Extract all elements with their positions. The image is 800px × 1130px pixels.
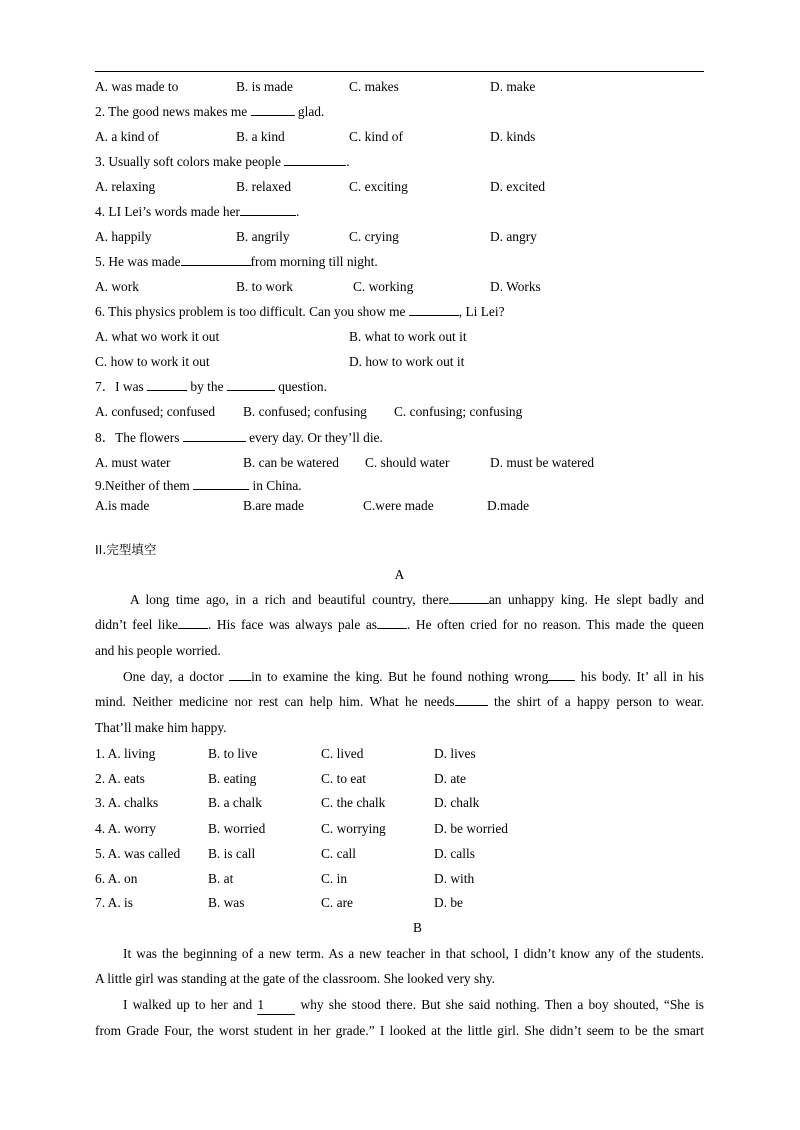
header-rule	[95, 71, 704, 72]
option: B. worried	[208, 821, 266, 836]
option: C. crying	[349, 229, 399, 244]
option: C. should water	[365, 455, 450, 470]
option: C. working	[353, 279, 414, 294]
option: C. confusing; confusing	[394, 404, 523, 419]
option: A. relaxing	[95, 179, 156, 194]
option: 7. A. is	[95, 895, 133, 910]
option: D. angry	[490, 229, 537, 244]
blank	[178, 616, 208, 629]
blank	[455, 693, 488, 706]
blank	[147, 378, 187, 391]
passage-b-line: I walked up to her and 1 why she stood there. But she said nothing. Then a boy shouted, “She is	[95, 996, 704, 1015]
option: D. chalk	[434, 795, 480, 810]
blank	[377, 616, 407, 629]
option: D. Works	[490, 279, 541, 294]
option: B. a kind	[236, 129, 285, 144]
option: C. to eat	[321, 771, 366, 786]
option: B. what to work out it	[349, 329, 467, 344]
option: D. make	[490, 79, 536, 94]
option: D. be	[434, 895, 464, 910]
option: C. in	[321, 871, 348, 886]
question-4: 4. LI Lei’s words made her .	[95, 204, 300, 219]
passage-b-line: It was the beginning of a new term. As a new teacher in that school, I didn’t know any of the students.	[123, 946, 704, 961]
option: C. lived	[321, 746, 364, 761]
option: D. with	[434, 871, 475, 886]
blank	[193, 477, 249, 490]
option: 1. A. living	[95, 746, 156, 761]
option: C. exciting	[349, 179, 408, 194]
option: B. to work	[236, 279, 293, 294]
passage-a-line: didn’t feel like . His face was always pale as . He often cried for no reason. This made the queen	[95, 617, 704, 632]
passage-b-line: A little girl was standing at the gate of the classroom. She looked very shy.	[95, 971, 496, 986]
option: 3. A. chalks	[95, 795, 159, 810]
question-7: 7．I was by the question.	[95, 379, 327, 394]
option: 2. A. eats	[95, 771, 145, 786]
blank	[183, 429, 246, 442]
option: C. makes	[349, 79, 399, 94]
passage-a-line: and his people worried.	[95, 643, 221, 658]
blank	[449, 591, 489, 604]
blank	[284, 153, 346, 166]
passage-title-b: B	[413, 920, 422, 935]
question-8: 8．The flowers every day. Or they’ll die.	[95, 430, 383, 445]
option: B. eating	[208, 771, 257, 786]
option: D. be worried	[434, 821, 508, 836]
option: B. a chalk	[208, 795, 262, 810]
option: A. a kind of	[95, 129, 159, 144]
option: C. are	[321, 895, 353, 910]
option: C. how to work it out	[95, 354, 210, 369]
option: D. calls	[434, 846, 475, 861]
passage-a-line: One day, a doctor in to examine the king. But he found nothing wrong his body. It’ all in his	[123, 669, 704, 684]
blank	[548, 668, 575, 681]
option: B. was	[208, 895, 245, 910]
option: A. confused; confused	[95, 404, 216, 419]
blank-numbered: 1	[257, 996, 295, 1015]
option: D. kinds	[490, 129, 536, 144]
option: B. can be watered	[243, 455, 339, 470]
option: A. work	[95, 279, 139, 294]
option: A.is made	[95, 498, 150, 513]
option: C. the chalk	[321, 795, 386, 810]
blank	[227, 378, 275, 391]
passage-a-line: A long time ago, in a rich and beautiful country, there an unhappy king. He slept badly and	[130, 592, 704, 607]
question-5: 5. He was made from morning till night.	[95, 254, 378, 269]
passage-a-line: That’ll make him happy.	[95, 720, 227, 735]
option: D. ate	[434, 771, 466, 786]
option: 5. A. was called	[95, 846, 181, 861]
option: B. confused; confusing	[243, 404, 367, 419]
option: C. call	[321, 846, 356, 861]
option: C. kind of	[349, 129, 403, 144]
question-3: 3. Usually soft colors make people .	[95, 154, 350, 169]
blank	[409, 303, 459, 316]
option: A. what wo work it out	[95, 329, 220, 344]
option: B.are made	[243, 498, 304, 513]
option: D. how to work out it	[349, 354, 465, 369]
option: D. must be watered	[490, 455, 595, 470]
option: C. worrying	[321, 821, 386, 836]
blank	[240, 203, 296, 216]
option: B. is call	[208, 846, 256, 861]
option: D. lives	[434, 746, 476, 761]
option: B. to live	[208, 746, 258, 761]
passage-title-a: A	[394, 567, 405, 582]
blank	[181, 253, 251, 266]
option: B. at	[208, 871, 234, 886]
option: A. must water	[95, 455, 171, 470]
question-2: 2. The good news makes me glad.	[95, 104, 325, 119]
option: 6. A. on	[95, 871, 138, 886]
question-6: 6. This physics problem is too difficult. Can you show me , Li Lei?	[95, 304, 505, 319]
option: D. excited	[490, 179, 546, 194]
option: B. angrily	[236, 229, 290, 244]
blank	[251, 103, 295, 116]
option: 4. A. worry	[95, 821, 156, 836]
option: A. was made to	[95, 79, 179, 94]
passage-b-line: from Grade Four, the worst student in her grade.” I looked at the little girl. She didn’t seem to be the smart	[95, 1023, 704, 1038]
question-9: 9.Neither of them in China.	[95, 478, 302, 493]
passage-a-line: mind. Neither medicine nor rest can help him. What he needs the shirt of a happy person to wear.	[95, 694, 704, 709]
blank	[229, 668, 251, 681]
option: C.were made	[363, 498, 434, 513]
option: D.made	[487, 498, 530, 513]
option: B. is made	[236, 79, 293, 94]
option: A. happily	[95, 229, 152, 244]
section-heading: II.完型填空	[95, 542, 157, 557]
option: B. relaxed	[236, 179, 292, 194]
